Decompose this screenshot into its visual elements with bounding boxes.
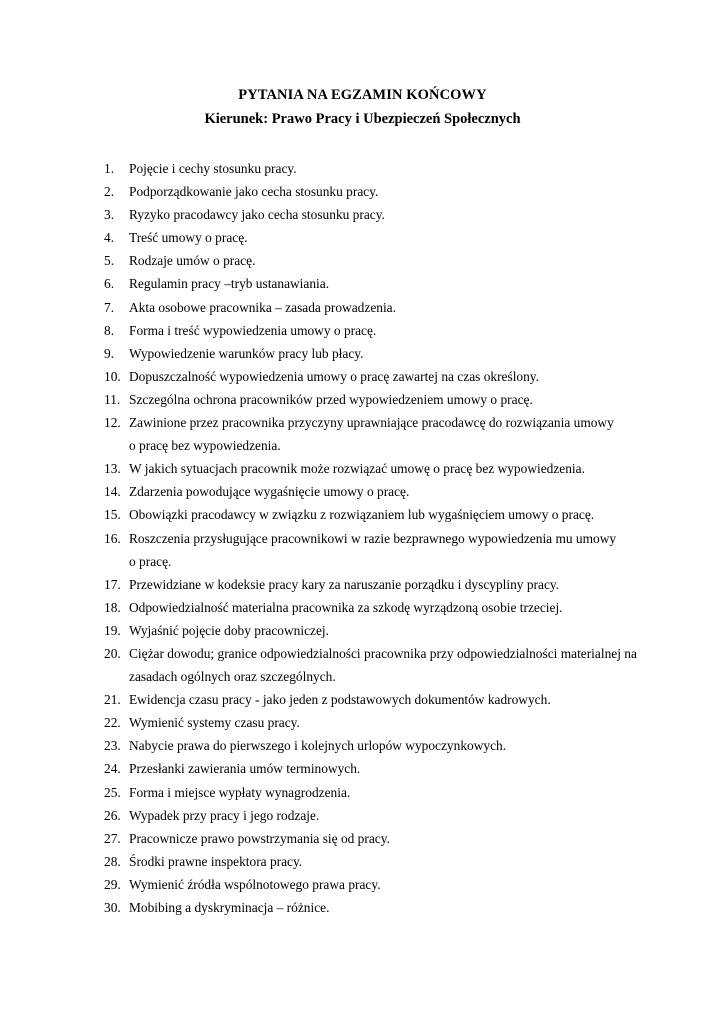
question-number: 26.	[104, 807, 121, 823]
question-item	[0, 319, 649, 342]
question-item	[0, 527, 649, 573]
question-text: Rodzaje umów o pracę.	[129, 253, 256, 269]
document-subtitle: Kierunek: Prawo Pracy i Ubezpieczeń Społecznych	[204, 111, 521, 127]
question-text: Odpowiedzialność materialna pracownika za szkodę wyrządzoną osobie trzeciej.	[129, 599, 563, 615]
question-item	[0, 619, 649, 642]
question-text: Wymienić systemy czasu pracy.	[129, 715, 300, 731]
question-number: 8.	[104, 322, 115, 338]
question-number: 14.	[104, 484, 121, 500]
question-number: 5.	[104, 253, 115, 269]
question-text-continuation: zasadach ogólnych oraz szczególnych.	[129, 669, 336, 685]
question-number: 17.	[104, 576, 121, 592]
question-item	[0, 296, 649, 319]
question-text: Forma i miejsce wypłaty wynagrodzenia.	[129, 784, 351, 800]
question-text: Środki prawne inspektora pracy.	[129, 853, 303, 869]
question-text: Treść umowy o pracę.	[129, 230, 248, 246]
question-number: 10.	[104, 368, 121, 384]
question-text: Akta osobowe pracownika – zasada prowadzenia.	[129, 299, 396, 315]
question-item	[0, 180, 649, 203]
question-item	[0, 873, 649, 896]
question-item	[0, 388, 649, 411]
question-number: 2.	[104, 184, 115, 200]
question-text: Szczególna ochrona pracowników przed wypowiedzeniem umowy o pracę.	[129, 391, 533, 407]
question-item	[0, 249, 649, 272]
question-number: 11.	[104, 391, 121, 407]
question-item	[0, 804, 649, 827]
question-text: Dopuszczalność wypowiedzenia umowy o pracę zawartej na czas określony.	[129, 368, 539, 384]
question-text: Mobibing a dyskryminacja – różnice.	[129, 900, 330, 915]
question-text: Przewidziane w kodeksie pracy kary za naruszanie porządku i dyscypliny pracy.	[129, 576, 560, 592]
question-list	[0, 157, 725, 919]
question-item	[0, 342, 649, 365]
question-number: 22.	[104, 715, 121, 731]
question-number: 30.	[104, 900, 121, 915]
question-text: Przesłanki zawierania umów terminowych.	[129, 761, 361, 777]
question-item	[0, 781, 649, 804]
question-number: 25.	[104, 784, 121, 800]
question-item	[0, 157, 649, 180]
question-text-continuation: o pracę bez wypowiedzenia.	[129, 438, 281, 454]
question-text: Wymienić źródła wspólnotowego prawa pracy.	[129, 876, 381, 892]
question-number: 20.	[104, 645, 121, 661]
question-text: Regulamin pracy –tryb ustanawiania.	[129, 276, 330, 292]
question-item	[0, 642, 649, 688]
question-number: 27.	[104, 830, 121, 846]
question-number: 15.	[104, 507, 121, 523]
question-number: 21.	[104, 692, 121, 708]
question-item	[0, 850, 649, 873]
document-title: PYTANIA NA EGZAMIN KOŃCOWY	[238, 87, 487, 103]
question-number: 18.	[104, 599, 121, 615]
question-item	[0, 573, 649, 596]
question-text: Wypadek przy pracy i jego rodzaje.	[129, 807, 320, 823]
question-item	[0, 596, 649, 619]
question-number: 9.	[104, 345, 115, 361]
question-item	[0, 480, 649, 503]
question-item	[0, 226, 649, 249]
question-number: 16.	[104, 530, 121, 546]
question-item	[0, 411, 649, 457]
question-text: Zawinione przez pracownika przyczyny uprawniające pracodawcę do rozwiązania umowy	[129, 415, 614, 431]
question-text: Wypowiedzenie warunków pracy lub płacy.	[129, 345, 364, 361]
question-number: 28.	[104, 853, 121, 869]
question-item	[0, 711, 649, 734]
question-text: Ryzyko pracodawcy jako cecha stosunku pracy.	[129, 207, 385, 223]
question-item	[0, 503, 649, 526]
question-text: Nabycie prawa do pierwszego i kolejnych urlopów wypoczynkowych.	[129, 738, 507, 754]
question-number: 1.	[104, 161, 115, 176]
question-number: 7.	[104, 299, 115, 315]
question-number: 12.	[104, 415, 121, 431]
question-item	[0, 757, 649, 780]
question-item	[0, 734, 649, 757]
question-item	[0, 827, 649, 850]
question-text: Ewidencja czasu pracy - jako jeden z podstawowych dokumentów kadrowych.	[129, 692, 551, 708]
question-item	[0, 272, 649, 295]
question-number: 24.	[104, 761, 121, 777]
question-text: Podporządkowanie jako cecha stosunku pracy.	[129, 184, 379, 200]
question-number: 19.	[104, 622, 121, 638]
question-number: 4.	[104, 230, 115, 246]
question-item	[0, 688, 649, 711]
question-item	[0, 896, 649, 919]
question-text: Roszczenia przysługujące pracownikowi w razie bezprawnego wypowiedzenia mu umowy	[129, 530, 617, 546]
question-text: W jakich sytuacjach pracownik może rozwiązać umowę o pracę bez wypowiedzenia.	[129, 461, 585, 477]
question-number: 29.	[104, 876, 121, 892]
question-number: 6.	[104, 276, 115, 292]
question-text: Obowiązki pracodawcy w związku z rozwiązaniem lub wygaśnięciem umowy o pracę.	[129, 507, 595, 523]
question-text: Pojęcie i cechy stosunku pracy.	[129, 161, 297, 176]
question-text: Zdarzenia powodujące wygaśnięcie umowy o pracę.	[129, 484, 410, 500]
question-number: 13.	[104, 461, 121, 477]
question-text: Ciężar dowodu; granice odpowiedzialności pracownika przy odpowiedzialności materialnej na	[129, 645, 637, 661]
question-item	[0, 457, 649, 480]
question-text: Wyjaśnić pojęcie doby pracowniczej.	[129, 622, 329, 638]
question-number: 23.	[104, 738, 121, 754]
question-item	[0, 365, 649, 388]
question-text-continuation: o pracę.	[129, 553, 172, 569]
question-text: Pracownicze prawo powstrzymania się od pracy.	[129, 830, 390, 846]
question-text: Forma i treść wypowiedzenia umowy o pracę.	[129, 322, 377, 338]
question-number: 3.	[104, 207, 115, 223]
question-item	[0, 203, 649, 226]
